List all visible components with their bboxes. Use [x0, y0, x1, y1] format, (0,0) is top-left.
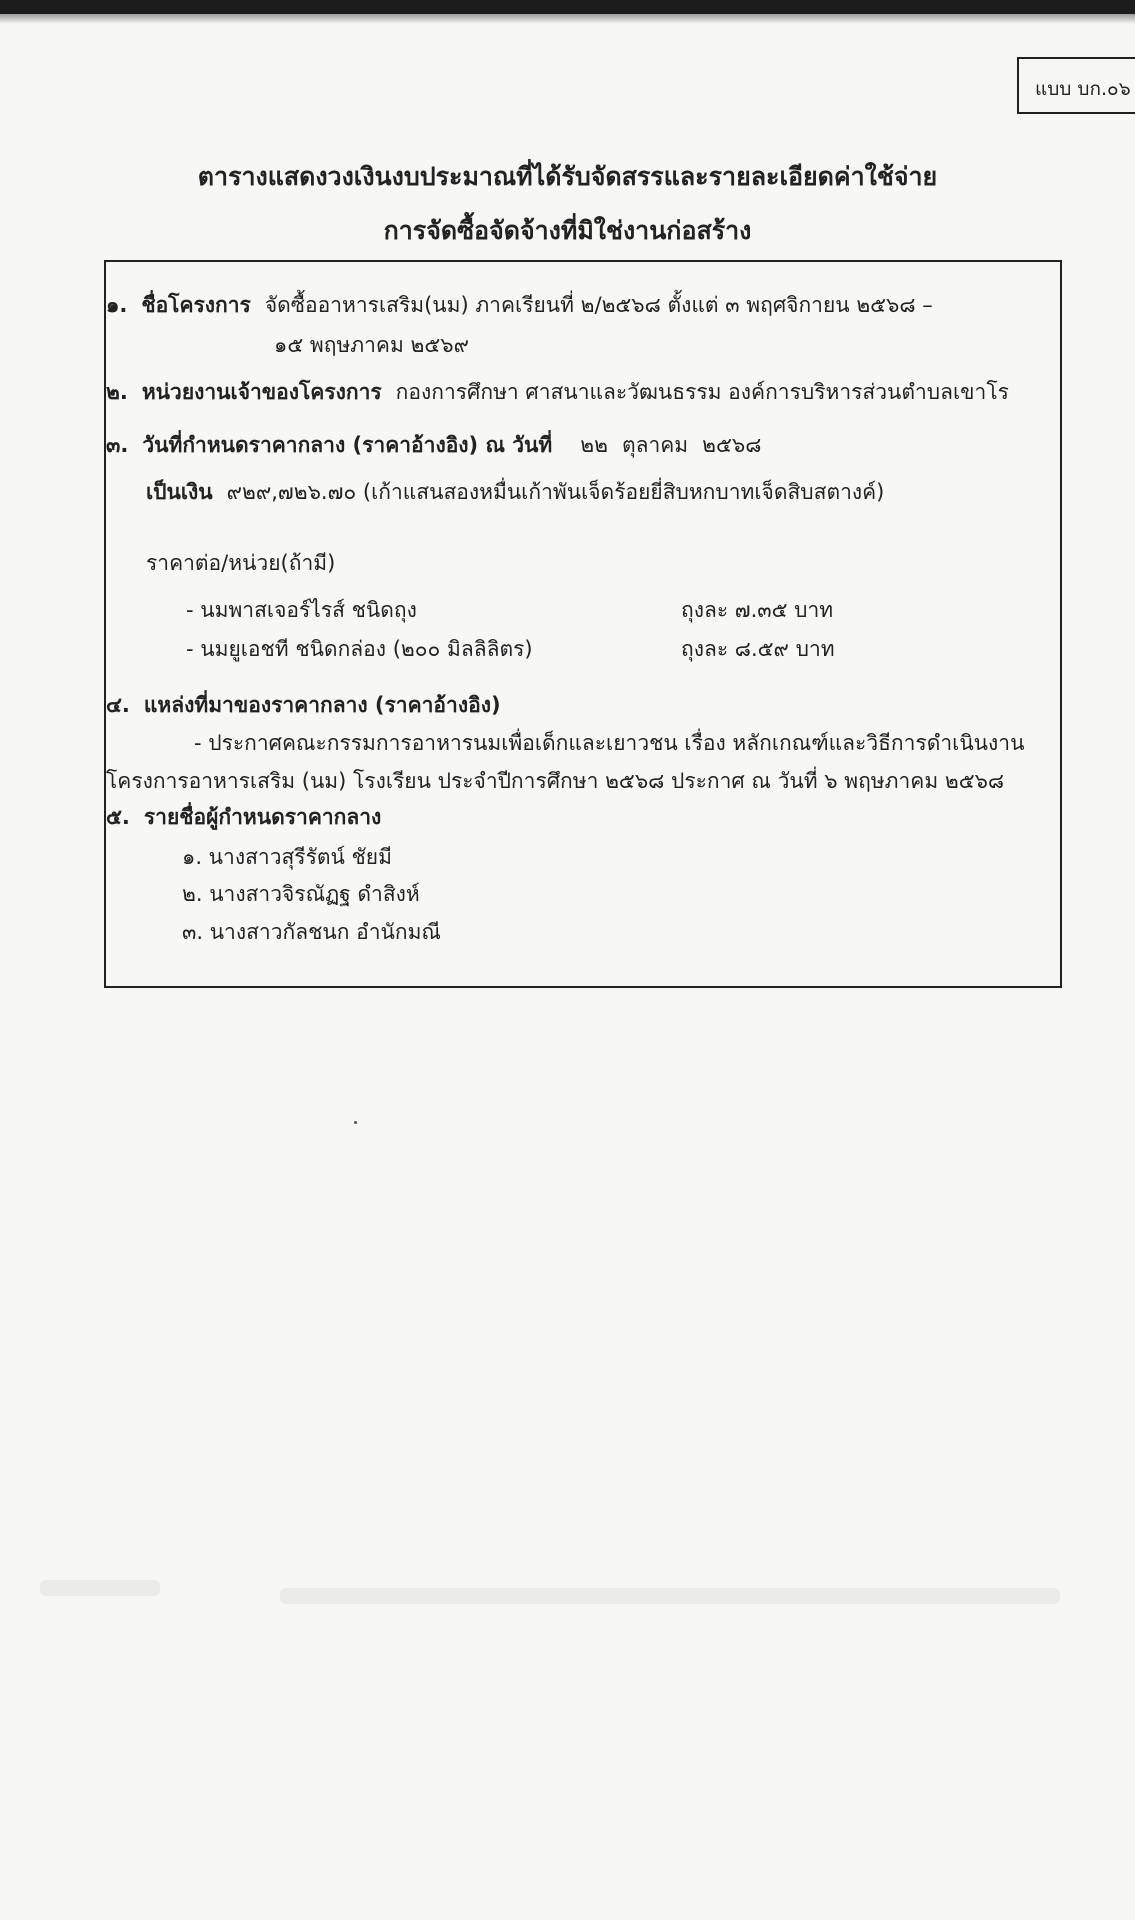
item-3-amount-line: [146, 477, 884, 507]
price-committee-name-2: ๒. นางสาวจิรณัฏฐ ดำสิงห์: [182, 882, 420, 906]
item-4-label: แหล่งที่มาของราคากลาง (ราคาอ้างอิง): [143, 693, 501, 717]
item-5-number: ๕.: [106, 805, 130, 829]
scan-top-shadow: [0, 14, 1135, 24]
unit-price-name-2: - นมยูเอชที ชนิดกล่อง (๒๐๐ มิลลิลิตร): [186, 637, 533, 661]
item-1-continuation: ๑๕ พฤษภาคม ๒๕๖๙: [274, 333, 469, 357]
item-1-number: ๑.: [106, 293, 128, 317]
item-3-label: วันที่กำหนดราคากลาง (ราคาอ้างอิง) ณ วันที่: [142, 433, 553, 457]
scan-top-edge: [0, 0, 1135, 14]
unit-price-value-1: ถุงละ ๗.๓๕ บาท: [681, 598, 834, 622]
document-title: [0, 150, 1135, 258]
item-2-line: [106, 377, 1009, 407]
title-line-2: การจัดซื้อจัดจ้างที่มิใช่งานก่อสร้าง: [383, 216, 752, 245]
item-3-date-month: ตุลาคม: [621, 433, 689, 457]
unit-price-label: ราคาต่อ/หน่วย(ถ้ามี): [146, 551, 336, 575]
unit-price-name-1: - นมพาสเจอร์ไรส์ ชนิดถุง: [186, 598, 417, 622]
item-1-label: ชื่อโครงการ: [141, 293, 251, 317]
item-1-line: [106, 290, 933, 320]
item-1-text: จัดซื้ออาหารเสริม(นม) ภาคเรียนที่ ๒/๒๕๖๘ ตั้งแต่ ๓ พฤศจิกายน ๒๕๖๘ –: [264, 293, 933, 317]
form-code-box: แบบ บก.๐๖: [1017, 57, 1135, 114]
item-5-label: รายชื่อผู้กำหนดราคากลาง: [143, 805, 382, 829]
item-4-line: [106, 690, 501, 720]
item-3-number: ๓.: [106, 433, 129, 457]
details-box: [104, 260, 1062, 988]
item-3-date-day: ๒๒: [580, 433, 608, 457]
item-2-text: กองการศึกษา ศาสนาและวัฒนธรรม องค์การบริหารส่วนตำบลเขาโร: [395, 380, 1009, 404]
item-2-number: ๒.: [106, 380, 128, 404]
unit-price-value-2: ถุงละ ๘.๕๙ บาท: [681, 637, 835, 661]
item-3-date-year: ๒๕๖๘: [702, 433, 762, 457]
item-5-line: [106, 802, 381, 832]
scan-bleed-through: [280, 1588, 1060, 1604]
amount-value: ๙๒๙,๗๒๖.๗๐: [226, 480, 357, 504]
price-committee-name-3: ๓. นางสาวกัลชนก อำนักมณี: [182, 920, 441, 944]
item-4-number: ๔.: [106, 693, 130, 717]
item-3-line: [106, 430, 761, 460]
amount-words: (เก้าแสนสองหมื่นเก้าพันเจ็ดร้อยยี่สิบหกบาทเจ็ดสิบสตางค์): [362, 480, 885, 504]
item-4-text-line-2: โครงการอาหารเสริม (นม) โรงเรียน ประจำปีการศึกษา ๒๕๖๘ ประกาศ ณ วันที่ ๖ พฤษภาคม ๒๕๖๘: [106, 769, 1005, 793]
title-line-1: ตารางแสดงวงเงินงบประมาณที่ได้รับจัดสรรและรายละเอียดค่าใช้จ่าย: [197, 162, 938, 191]
price-committee-name-1: ๑. นางสาวสุรีรัตน์ ชัยมี: [182, 845, 392, 869]
item-2-label: หน่วยงานเจ้าของโครงการ: [141, 380, 382, 404]
scan-speck: [354, 1121, 357, 1124]
item-4-text-line-1: - ประกาศคณะกรรมการอาหารนมเพื่อเด็กและเยาวชน เรื่อง หลักเกณฑ์และวิธีการดำเนินงาน: [194, 731, 1025, 755]
amount-label: เป็นเงิน: [146, 480, 213, 504]
scan-bleed-through: [40, 1580, 160, 1596]
